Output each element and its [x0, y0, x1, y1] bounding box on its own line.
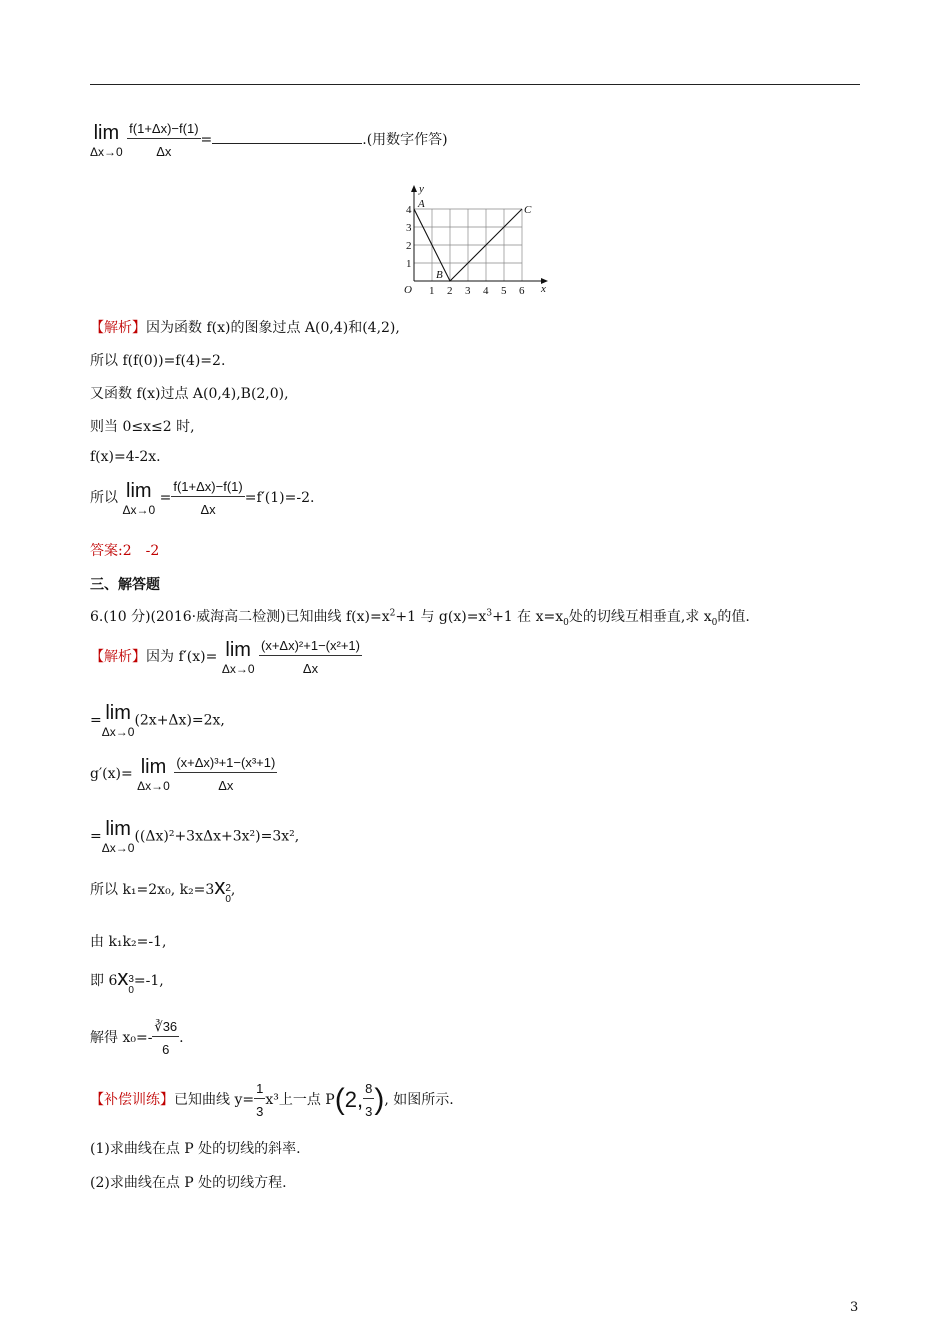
- x-axis-label: x: [541, 283, 546, 295]
- solution1-line2: 所以 f(f(0))=f(4)=2.: [90, 353, 226, 369]
- bonus-problem: 【补偿训练】已知曲线 y= $\frac{1}{3}$ x³上一点 P(2, $\frac{8}{3}$ ), 如图所示.: [90, 1081, 454, 1119]
- answer-blank: [212, 131, 362, 144]
- y-axis-label: y: [419, 183, 424, 195]
- point-c-label: C: [524, 204, 532, 216]
- y-tick: 1: [406, 258, 412, 270]
- solution2-line5: 所以 k₁=2x₀, k₂=3x2 0,: [90, 874, 236, 905]
- x-tick: 1: [429, 285, 435, 297]
- x-tick: 5: [501, 285, 507, 297]
- y-tick: 2: [406, 240, 412, 252]
- point-a-label: A: [418, 198, 425, 210]
- limit-question-line: lim Δx→0 $\frac{f(1+\Delta x)-f(1)}{\Delta x}$ = .(用数字作答): [90, 121, 448, 159]
- solution1-line3: 又函数 f(x)过点 A(0,4),B(2,0),: [90, 386, 289, 402]
- y-tick: 4: [406, 204, 412, 216]
- solution2-gprime: g′(x)= lim Δx→0 $\frac{\text{(x+Δx)³+1−(x³+1)}}{\Delta x}$: [90, 755, 276, 793]
- page-number: 3: [850, 1300, 859, 1315]
- solution1-line1: 【解析】因为函数 f(x)的图象过点 A(0,4)和(4,2),: [90, 320, 400, 336]
- solution2-line6: 由 k₁k₂=-1,: [90, 934, 167, 950]
- x-tick: 6: [519, 285, 525, 297]
- solution2-line8: 解得 x₀=- $\frac{∛36}{6}$ .: [90, 1019, 184, 1057]
- solution1-line5: f(x)=4-2x.: [90, 449, 161, 465]
- bonus-q2: (2)求曲线在点 P 处的切线方程.: [90, 1175, 287, 1191]
- solution1-line6: 所以 lim Δx→0 = $\frac{f(1+\Delta x)-f(1)}{\Delta x}$ =f′(1)=-2.: [90, 479, 315, 517]
- solution2-line4: = lim Δx→0 ((Δx)²+3xΔx+3x²)=3x²,: [90, 818, 300, 855]
- solution2-line7: 即 6x3 0=-1,: [90, 965, 164, 996]
- solution1-line4: 则当 0≤x≤2 时,: [90, 419, 195, 435]
- header-rule: [90, 84, 860, 85]
- solution2-line2: = lim Δx→0 (2x+Δx)=2x,: [90, 702, 225, 739]
- point-b-label: B: [436, 269, 443, 281]
- x-tick: 4: [483, 285, 489, 297]
- solution2-fprime: 【解析】因为 f′(x)= lim Δx→0 $\frac{\text{(x+Δx)²+1−(x²+1)}}{\Delta x}$: [90, 638, 360, 676]
- section-title: 三、解答题: [90, 577, 160, 593]
- y-tick: 3: [406, 222, 412, 234]
- difference-quotient: $\frac{f(1+\Delta x)-f(1)}{\Delta x}$: [129, 121, 199, 159]
- x-tick: 2: [447, 285, 453, 297]
- function-graph: [396, 180, 556, 298]
- origin-label: O: [404, 284, 412, 296]
- x-tick: 3: [465, 285, 471, 297]
- question6: 6.(10 分)(2016·威海高二检测)已知曲线 $f(x)=x^2+1$ 与 $g(x)=x^3+1$ 在 $x=x_0$处的切线互相垂直,求 $x_0$的值.: [90, 608, 750, 628]
- limit-symbol: lim Δx→0: [90, 121, 123, 159]
- answer-line: 答案:2 -2: [90, 543, 160, 559]
- bonus-q1: (1)求曲线在点 P 处的切线的斜率.: [90, 1141, 301, 1157]
